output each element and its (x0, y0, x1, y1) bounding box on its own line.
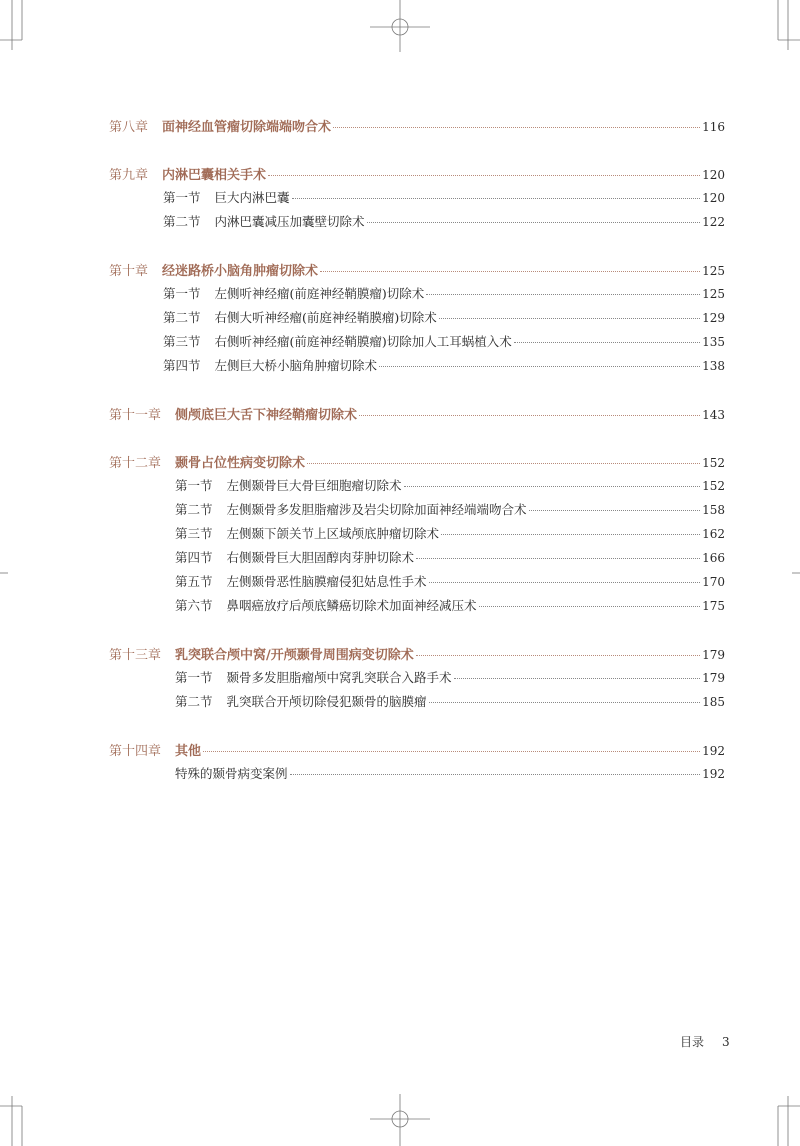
page-number: 170 (702, 575, 725, 589)
page-footer (680, 1033, 730, 1050)
toc-section[interactable] (109, 284, 725, 308)
section-title: 鼻咽癌放疗后颅底鳞癌切除术加面神经减压术 (226, 598, 477, 613)
chapter-number: 第十章 (109, 264, 149, 279)
toc-section[interactable] (109, 356, 725, 380)
page-number: 162 (702, 527, 725, 541)
page-number: 158 (702, 503, 725, 517)
chapter-title: 面神经血管瘤切除端端吻合术 (162, 120, 332, 135)
dot-leader (404, 486, 701, 487)
dot-leader (454, 678, 701, 679)
dot-leader (416, 558, 700, 559)
section-number: 第四节 (175, 550, 213, 565)
section-number: 第一节 (175, 478, 213, 493)
dot-leader (292, 198, 701, 199)
chapter-title: 乳突联合颅中窝/开颅颞骨周围病变切除术 (175, 648, 414, 663)
toc-chapter-13[interactable] (109, 644, 725, 668)
page-number: 166 (702, 551, 725, 565)
toc-section[interactable] (109, 188, 725, 212)
page-number: 192 (702, 744, 725, 758)
section-number: 第三节 (163, 334, 201, 349)
toc-section[interactable] (109, 476, 725, 500)
chapter-number: 第九章 (109, 168, 149, 183)
dot-leader (359, 415, 700, 416)
section-number: 第六节 (175, 598, 213, 613)
toc-section[interactable] (109, 500, 725, 524)
page-number: 116 (702, 120, 725, 134)
chapter-title: 其他 (175, 744, 202, 759)
section-title: 巨大内淋巴囊 (214, 190, 290, 205)
page-number: 135 (702, 335, 725, 349)
chapter-number: 第十一章 (109, 408, 162, 423)
page-number: 138 (702, 359, 725, 373)
toc-chapter-9[interactable] (109, 164, 725, 188)
footer-page-number: 3 (722, 1035, 730, 1049)
dot-leader (439, 318, 700, 319)
chapter-number: 第十四章 (109, 744, 162, 759)
page-number: 143 (702, 408, 725, 422)
page-number: 179 (702, 671, 725, 685)
page-number: 185 (702, 695, 725, 709)
section-title: 乳突联合开颅切除侵犯颞骨的脑膜瘤 (226, 694, 427, 709)
toc-section[interactable] (109, 212, 725, 236)
section-title: 颞骨多发胆脂瘤颅中窝乳突联合入路手术 (226, 670, 452, 685)
toc-section[interactable] (109, 548, 725, 572)
section-number: 第一节 (175, 670, 213, 685)
chapter-number: 第八章 (109, 120, 149, 135)
page-number: 120 (702, 191, 725, 205)
toc-section[interactable] (109, 308, 725, 332)
page-number: 152 (702, 456, 725, 470)
dot-leader (441, 534, 700, 535)
section-title: 左侧颞下颌关节上区域颅底肿瘤切除术 (226, 526, 440, 541)
toc-section[interactable] (109, 572, 725, 596)
section-number: 第二节 (175, 694, 213, 709)
section-title: 特殊的颞骨病变案例 (175, 766, 288, 781)
page-number: 129 (702, 311, 725, 325)
page-number: 179 (702, 648, 725, 662)
section-number: 第三节 (175, 526, 213, 541)
page-number: 125 (702, 264, 725, 278)
dot-leader (268, 175, 700, 176)
toc-section[interactable] (109, 668, 725, 692)
chapter-title: 颞骨占位性病变切除术 (175, 456, 306, 471)
toc-section[interactable] (109, 524, 725, 548)
toc-chapter-14[interactable] (109, 740, 725, 764)
page-number: 120 (702, 168, 725, 182)
toc-chapter-8[interactable] (109, 116, 725, 140)
dot-leader (429, 582, 701, 583)
section-title: 左侧颞骨恶性脑膜瘤侵犯姑息性手术 (226, 574, 427, 589)
page-number: 152 (702, 479, 725, 493)
section-number: 第二节 (163, 214, 201, 229)
section-title: 左侧颞骨巨大骨巨细胞瘤切除术 (226, 478, 402, 493)
table-of-contents (109, 116, 725, 788)
chapter-number: 第十二章 (109, 456, 162, 471)
dot-leader (307, 463, 700, 464)
toc-section[interactable] (109, 332, 725, 356)
toc-section[interactable] (109, 764, 725, 788)
chapter-title: 经迷路桥小脑角肿瘤切除术 (162, 264, 319, 279)
section-title: 内淋巴囊减压加囊壁切除术 (214, 214, 365, 229)
chapter-title: 侧颅底巨大舌下神经鞘瘤切除术 (175, 408, 358, 423)
dot-leader (514, 342, 700, 343)
section-title: 左侧巨大桥小脑角肿瘤切除术 (214, 358, 378, 373)
section-title: 右侧颞骨巨大胆固醇肉芽肿切除术 (226, 550, 415, 565)
page-number: 175 (702, 599, 725, 613)
dot-leader (529, 510, 701, 511)
section-number: 第一节 (163, 190, 201, 205)
dot-leader (426, 294, 700, 295)
toc-section[interactable] (109, 692, 725, 716)
section-title: 左侧颞骨多发胆脂瘤涉及岩尖切除加面神经端端吻合术 (226, 502, 527, 517)
section-title: 右侧听神经瘤(前庭神经鞘膜瘤)切除加人工耳蜗植入术 (214, 334, 512, 349)
page-number: 125 (702, 287, 725, 301)
dot-leader (203, 751, 700, 752)
section-number: 第二节 (163, 310, 201, 325)
toc-chapter-10[interactable] (109, 260, 725, 284)
chapter-title: 内淋巴囊相关手术 (162, 168, 267, 183)
dot-leader (429, 702, 701, 703)
dot-leader (479, 606, 701, 607)
section-title: 左侧听神经瘤(前庭神经鞘膜瘤)切除术 (214, 286, 425, 301)
toc-chapter-12[interactable] (109, 452, 725, 476)
chapter-number: 第十三章 (109, 648, 162, 663)
section-title: 右侧大听神经瘤(前庭神经鞘膜瘤)切除术 (214, 310, 437, 325)
dot-leader (367, 222, 701, 223)
dot-leader (290, 774, 701, 775)
dot-leader (333, 127, 700, 128)
toc-chapter-11[interactable] (109, 404, 725, 428)
page-number: 192 (702, 767, 725, 781)
dot-leader (416, 655, 700, 656)
section-number: 第一节 (163, 286, 201, 301)
toc-section[interactable] (109, 596, 725, 620)
section-number: 第二节 (175, 502, 213, 517)
section-number: 第五节 (175, 574, 213, 589)
section-number: 第四节 (163, 358, 201, 373)
dot-leader (379, 366, 700, 367)
dot-leader (320, 271, 700, 272)
footer-label: 目录 (680, 1035, 705, 1049)
page-number: 122 (702, 215, 725, 229)
